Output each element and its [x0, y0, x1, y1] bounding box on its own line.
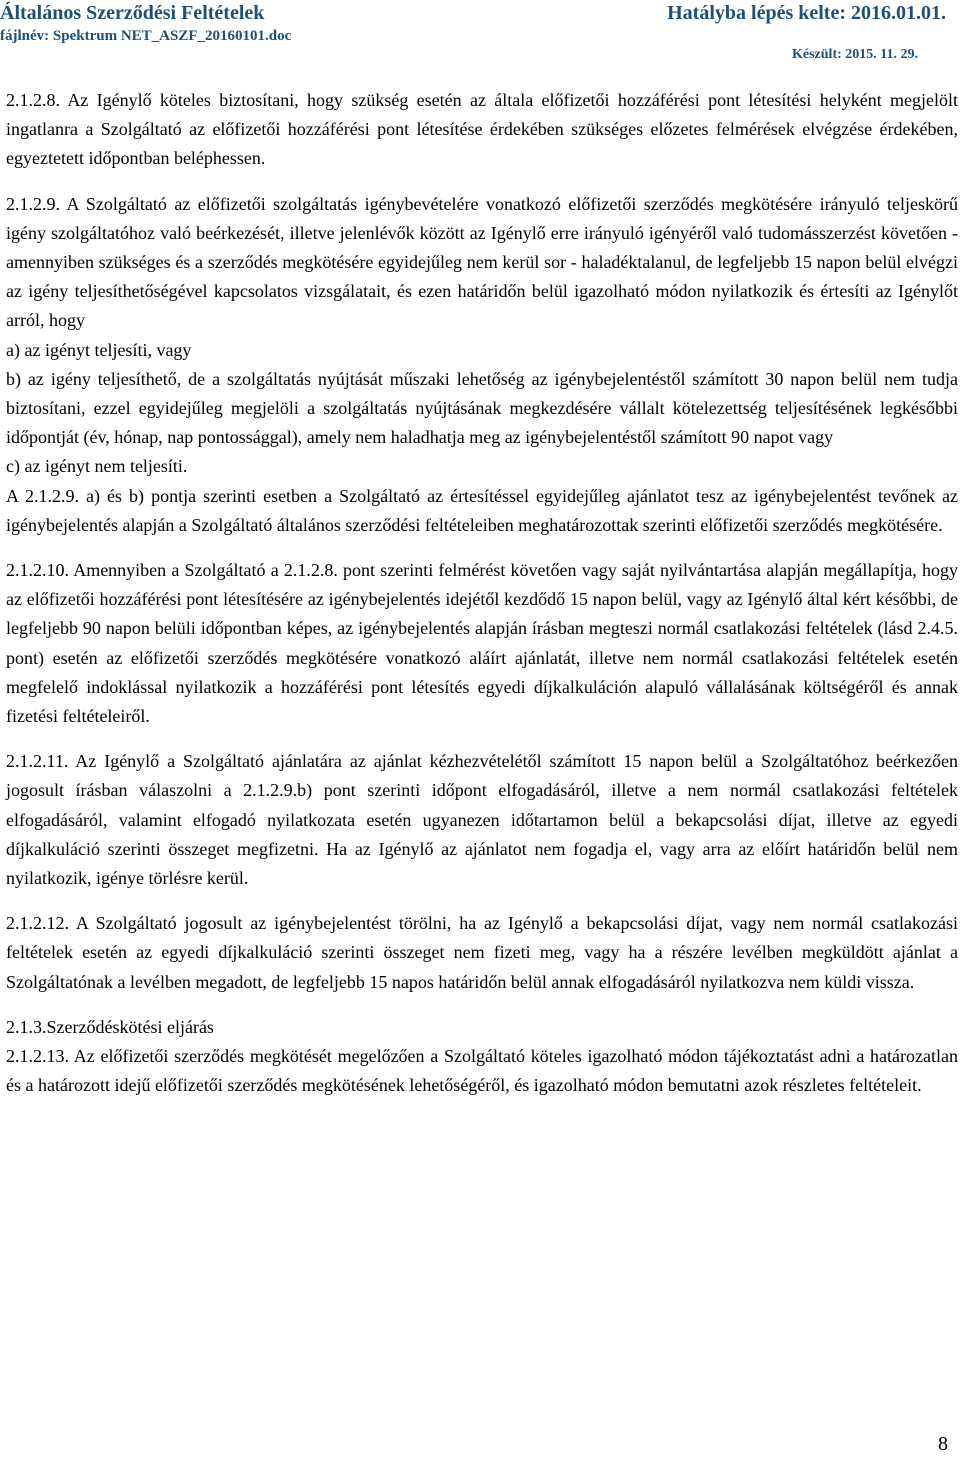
- created-date: Készült: 2015. 11. 29.: [792, 47, 918, 62]
- paragraph-2-1-2-11: 2.1.2.11. Az Igénylő a Szolgáltató ajánlatára az ajánlat kézhezvételétől számított 15 napon belül a Szolgáltatóhoz beérkezően jogosult írásban válaszolni a 2.1.2.9.b) pont szerinti időpont elfogadásáról, illetve a nem normál csatlakozási feltételek elfogadásáról, valamint elfogadó nyilatkozata esetén ugyanezen időtartamon belül a bekapcsolási díjat, illetve az egyedi díjkalkuláció szerinti összeget megfizetni. Ha az Igénylő az ajánlatot nem fogadja el, vagy arra az előírt határidőn belül nem nyilatkozik, igénye törlésre kerül.: [6, 751, 958, 889]
- paragraph-2-1-2-9-c: c) az igényt nem teljesíti.: [6, 456, 188, 477]
- document-title: Általános Szerződési Feltételek: [0, 2, 265, 24]
- paragraph-2-1-2-9: 2.1.2.9. A Szolgáltató az előfizetői szolgáltatás igénybevételére vonatkozó előfizetői szerződés megkötésére irányuló teljeskörű igény szolgáltatóhoz való beérkezését, illetve jelenlévők között az Igénylő erre irányuló igényéről való tudomásszerzést követően - amennyiben szükséges és a szerződés megkötésére egyidejűleg nem kerül sor - haladéktalanul, de legfeljebb 15 napon belül elvégzi az igény teljesíthetőségével kapcsolatos vizsgálatait, és ezen határidőn belül igazolható módon nyilatkozik és értesíti az Igénylőt arról, hogy: [6, 193, 958, 331]
- effective-date: Hatályba lépés kelte: 2016.01.01.: [667, 2, 946, 24]
- paragraph-2-1-2-9-offer: A 2.1.2.9. a) és b) pontja szerinti esetben a Szolgáltató az értesítéssel egyidejűleg ajánlatot tesz az igénybejelentést tevőnek az igénybejelentés alapján a Szolgáltató általános szerződési feltételeiben meghatározottak szerinti előfizetői szerződés megkötésére.: [6, 485, 958, 535]
- document-header: [0, 0, 960, 70]
- paragraph-2-1-2-8: 2.1.2.8. Az Igénylő köteles biztosítani, hogy szükség esetén az általa előfizetői hozzáférési pont létesítési helyként megjelölt ingatlanra a Szolgáltató az előfizetői hozzáférési pont létesítése érdekében szükséges előzetes felmérések elvégzése érdekében, egyeztetett időpontban beléphessen.: [6, 90, 958, 169]
- paragraph-2-1-2-9-a: a) az igényt teljesíti, vagy: [6, 339, 192, 360]
- section-heading-2-1-3: 2.1.3.Szerződéskötési eljárás: [6, 1016, 214, 1037]
- paragraph-2-1-2-13: 2.1.2.13. Az előfizetői szerződés megkötését megelőzően a Szolgáltató köteles igazolható módon tájékoztatást adni a határozatlan és a határozott idejű előfizetői szerződés megkötésének lehetőségéről, és igazolható módon bemutatni azok részletes feltételeit.: [6, 1046, 958, 1096]
- paragraph-2-1-2-10: 2.1.2.10. Amennyiben a Szolgáltató a 2.1.2.8. pont szerinti felmérést követően vagy saját nyilvántartása alapján megállapítja, hogy az előfizetői hozzáférési pont létesítésére az igénybejelentés idejétől kezdődő 15 napon belül, vagy az Igénylő által kért későbbi, de legfeljebb 90 napon belüli időpontban képes, az igénybejelentés alapján írásban megteszi normál csatlakozási feltételek (lásd 2.4.5. pont) esetén az előfizetői szerződés megkötésére vonatkozó aláírt ajánlatát, illetve nem normál csatlakozási feltételek esetén megfelelő indoklással nyilatkozik a hozzáférési pont létesítés egyedi díjkalkuláción alapuló vállalásának költségéről és annak fizetési feltételeiről.: [6, 560, 958, 727]
- document-filename: fájlnév: Spektrum NET_ASZF_20160101.doc: [0, 28, 292, 44]
- paragraph-2-1-2-9-b: b) az igény teljesíthető, de a szolgáltatás nyújtását műszaki lehetőség az igénybejelentéstől számított 30 napon belül nem tudja biztosítani, ezzel egyidejűleg megjelöli a szolgáltatás nyújtásának megkezdésére vállalt kötelezettség teljesítésének legkésőbbi időpontját (év, hónap, nap pontossággal), amely nem haladhatja meg az igénybejelentéstől számított 90 napot vagy: [6, 368, 958, 448]
- page-number: 8: [938, 1433, 948, 1455]
- document-body: [6, 86, 958, 1101]
- paragraph-2-1-2-12: 2.1.2.12. A Szolgáltató jogosult az igénybejelentést törölni, ha az Igénylő a bekapcsolási díjat, vagy nem normál csatlakozási feltételek esetén az egyedi díjkalkuláció szerinti összeget nem fizeti meg, vagy ha a részére levélben megküldött ajánlat a Szolgáltatónak a levélben megadott, de legfeljebb 15 napos határidőn belül annak elfogadásáról nyilatkozva nem küldi vissza.: [6, 913, 958, 992]
